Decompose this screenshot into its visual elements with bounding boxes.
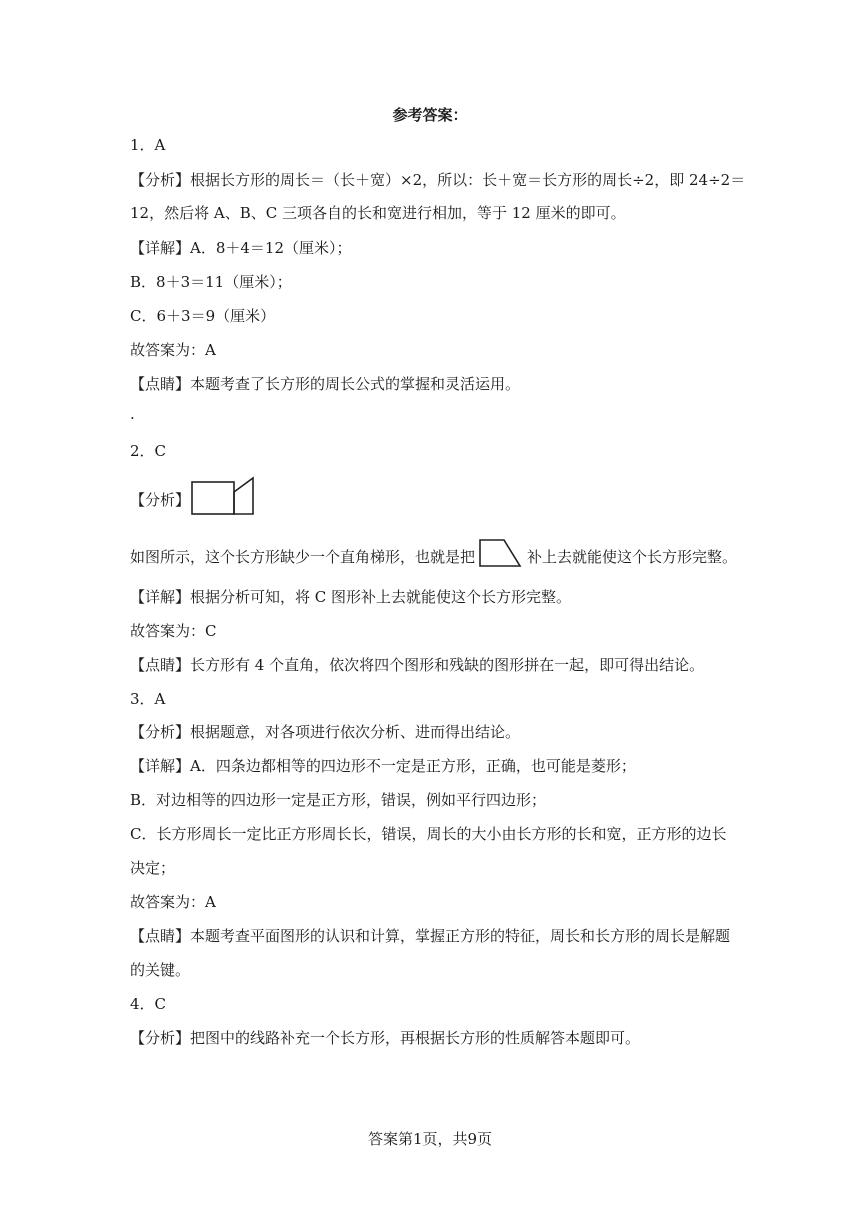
missing-trapezoid-gap <box>234 478 253 514</box>
trapezoid-shape <box>480 540 520 566</box>
q1-detail-c: C．6＋3＝9（厘米） <box>130 307 276 325</box>
q3-conclusion: 故答案为：A <box>130 893 216 911</box>
q2-answer: 2．C <box>130 442 167 460</box>
q1-detail-a: 【详解】A．8＋4＝12（厘米）； <box>130 239 352 257</box>
q2-analysis-label: 【分析】 <box>130 491 191 509</box>
q4-answer: 4．C <box>130 995 167 1013</box>
rectangle-part <box>192 482 234 514</box>
page-title: 参考答案： <box>392 106 468 124</box>
q3-detail-c-line2: 决定； <box>130 859 176 877</box>
q3-analysis: 【分析】根据题意，对各项进行依次分析、进而得出结论。 <box>130 723 521 741</box>
q3-answer: 3．A <box>130 690 166 708</box>
q3-comment-line1: 【点睛】本题考查平面图形的认识和计算，掌握正方形的特征，周长和长方形的周长是解题 <box>130 927 731 945</box>
q2-analysis-text-part2: 补上去就能使这个长方形完整。 <box>527 548 738 566</box>
q2-analysis-text-part1: 如图所示，这个长方形缺少一个直角梯形，也就是把 <box>130 548 476 566</box>
q1-detail-b: B．8＋3＝11（厘米）； <box>130 273 292 291</box>
right-trapezoid-figure <box>478 538 522 568</box>
q2-conclusion: 故答案为：C <box>130 622 217 640</box>
incomplete-rectangle-figure <box>190 476 258 518</box>
q1-analysis-line1: 【分析】根据长方形的周长＝（长＋宽）×2，所以：长＋宽＝长方形的周长÷2，即 24÷2＝ <box>130 171 746 189</box>
q3-detail-a: 【详解】A．四条边都相等的四边形不一定是正方形，正确，也可能是菱形； <box>130 757 636 775</box>
q4-analysis: 【分析】把图中的线路补充一个长方形，再根据长方形的性质解答本题即可。 <box>130 1029 641 1047</box>
q1-analysis-line2: 12，然后将 A、B、C 三项各自的长和宽进行相加，等于 12 厘米的即可。 <box>130 204 626 222</box>
q1-answer: 1．A <box>130 136 166 154</box>
q2-detail: 【详解】根据分析可知，将 C 图形补上去就能使这个长方形完整。 <box>130 588 572 606</box>
page-footer: 答案第1页，共9页 <box>367 1130 493 1148</box>
q2-comment: 【点睛】长方形有 4 个直角，依次将四个图形和残缺的图形拼在一起，即可得出结论。 <box>130 656 705 674</box>
q1-comment: 【点睛】本题考查了长方形的周长公式的掌握和灵活运用。 <box>130 375 521 393</box>
q1-conclusion: 故答案为：A <box>130 341 216 359</box>
separator-dot: . <box>130 405 135 423</box>
q3-comment-line2: 的关键。 <box>130 961 191 979</box>
q3-detail-c-line1: C．长方形周长一定比正方形周长长，错误，周长的大小由长方形的长和宽，正方形的边长 <box>130 825 727 843</box>
q3-detail-b: B．对边相等的四边形一定是正方形，错误，例如平行四边形； <box>130 791 547 809</box>
